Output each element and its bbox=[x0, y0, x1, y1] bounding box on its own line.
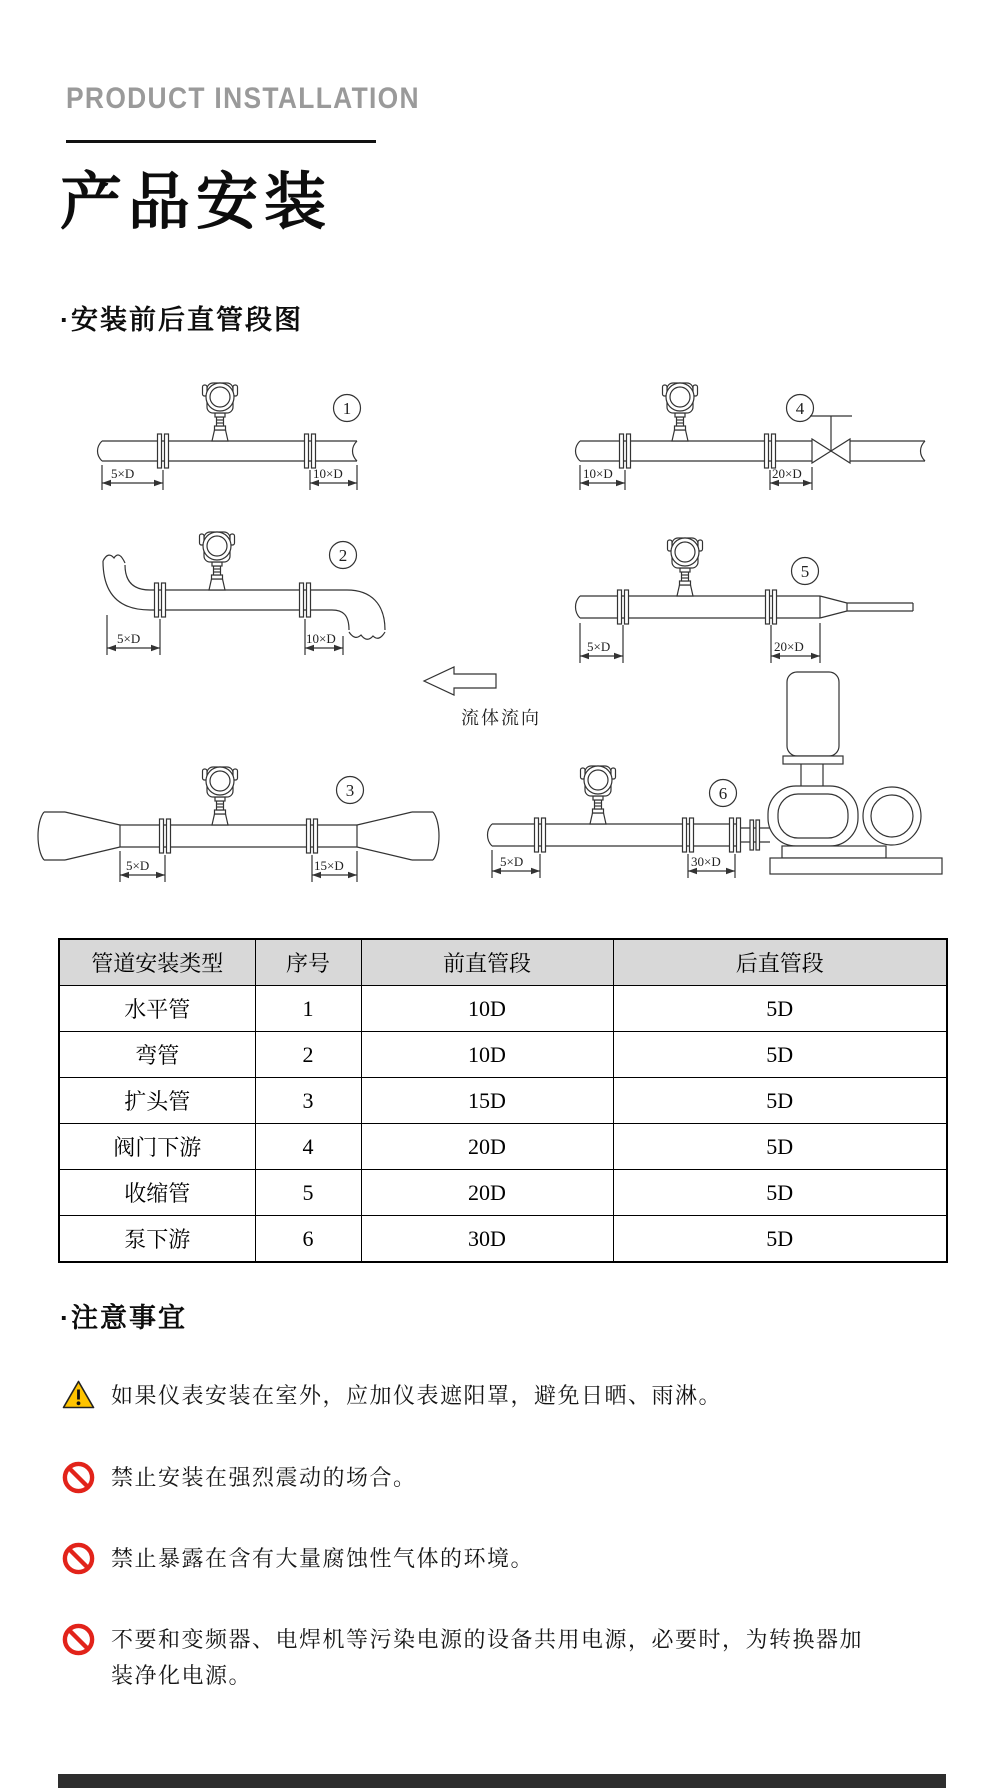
diagram-3-expander-pipe bbox=[20, 750, 472, 888]
table-cell: 6 bbox=[255, 1216, 361, 1263]
diagram-number: 4 bbox=[795, 399, 805, 418]
dim-label: 5×D bbox=[500, 854, 524, 869]
table-cell: 15D bbox=[361, 1078, 613, 1124]
table-cell: 10D bbox=[361, 1032, 613, 1078]
table-cell: 30D bbox=[361, 1216, 613, 1263]
diagram-number: 1 bbox=[342, 399, 352, 418]
dim-label: 10×D bbox=[583, 466, 613, 481]
table-cell: 收缩管 bbox=[59, 1170, 255, 1216]
diagram-number: 3 bbox=[345, 781, 355, 800]
table-header-cell: 管道安装类型 bbox=[59, 939, 255, 986]
table-cell: 5D bbox=[613, 1216, 947, 1263]
table-cell: 3 bbox=[255, 1078, 361, 1124]
diagram-number: 2 bbox=[338, 546, 348, 565]
table-cell: 5D bbox=[613, 1032, 947, 1078]
table-cell: 4 bbox=[255, 1124, 361, 1170]
diagram-number: 6 bbox=[718, 784, 728, 803]
diagram-1-horizontal-pipe bbox=[55, 330, 510, 500]
dim-label: 20×D bbox=[772, 466, 802, 481]
dim-label: 5×D bbox=[126, 858, 150, 873]
table-row bbox=[59, 1078, 947, 1124]
note-item bbox=[62, 1541, 942, 1577]
dim-label: 5×D bbox=[587, 639, 611, 654]
warning-triangle-icon bbox=[62, 1379, 95, 1410]
footer-bar bbox=[58, 1774, 946, 1788]
diagram-6-pump-downstream bbox=[430, 646, 945, 884]
dim-label: 15×D bbox=[314, 858, 344, 873]
table-cell: 20D bbox=[361, 1124, 613, 1170]
notes-section-heading: ·注意事宜 bbox=[60, 1303, 187, 1333]
dim-label: 10×D bbox=[306, 631, 336, 646]
note-item bbox=[62, 1622, 942, 1695]
prohibited-icon bbox=[62, 1623, 95, 1656]
note-text: 禁止安装在强烈震动的场合。 bbox=[111, 1465, 417, 1490]
table-cell: 5D bbox=[613, 1170, 947, 1216]
eyebrow-title: PRODUCT INSTALLATION bbox=[66, 82, 420, 115]
table-cell: 5D bbox=[613, 1124, 947, 1170]
table-row bbox=[59, 1124, 947, 1170]
note-text: 不要和变频器、电焊机等污染电源的设备共用电源，必要时，为转换器加装净化电源。 bbox=[111, 1627, 864, 1689]
dim-label: 5×D bbox=[111, 466, 135, 481]
prohibited-icon bbox=[62, 1542, 95, 1575]
diagram-number: 5 bbox=[800, 562, 810, 581]
table-row bbox=[59, 986, 947, 1032]
table-cell: 5D bbox=[613, 986, 947, 1032]
table-cell: 扩头管 bbox=[59, 1078, 255, 1124]
table-cell: 泵下游 bbox=[59, 1216, 255, 1263]
table-header-cell: 后直管段 bbox=[613, 939, 947, 986]
table-cell: 2 bbox=[255, 1032, 361, 1078]
dim-label: 30×D bbox=[691, 854, 721, 869]
straight-pipe-table bbox=[58, 938, 948, 1263]
page-title: 产品安装 bbox=[60, 168, 333, 237]
table-cell: 阀门下游 bbox=[59, 1124, 255, 1170]
table-row bbox=[59, 1032, 947, 1078]
table-header-cell: 序号 bbox=[255, 939, 361, 986]
table-row bbox=[59, 1170, 947, 1216]
table-cell: 10D bbox=[361, 986, 613, 1032]
note-item bbox=[62, 1460, 942, 1496]
dim-label: 20×D bbox=[774, 639, 804, 654]
flow-direction-label: 流体流向 bbox=[461, 708, 541, 728]
table-cell: 5D bbox=[613, 1078, 947, 1124]
table-header-row bbox=[59, 939, 947, 986]
diagram-4-valve-downstream bbox=[495, 330, 965, 500]
table-cell: 1 bbox=[255, 986, 361, 1032]
table-cell: 5 bbox=[255, 1170, 361, 1216]
title-underline bbox=[66, 140, 376, 143]
note-text: 禁止暴露在含有大量腐蚀性气体的环境。 bbox=[111, 1546, 535, 1571]
table-cell: 弯管 bbox=[59, 1032, 255, 1078]
note-item bbox=[62, 1378, 942, 1414]
table-cell: 水平管 bbox=[59, 986, 255, 1032]
dim-label: 5×D bbox=[117, 631, 141, 646]
diagram-section-heading: ·安装前后直管段图 bbox=[60, 305, 303, 335]
dim-label: 10×D bbox=[313, 466, 343, 481]
table-row bbox=[59, 1216, 947, 1263]
prohibited-icon bbox=[62, 1461, 95, 1494]
table-header-cell: 前直管段 bbox=[361, 939, 613, 986]
table-cell: 20D bbox=[361, 1170, 613, 1216]
note-text: 如果仪表安装在室外，应加仪表遮阳罩，避免日晒、雨淋。 bbox=[111, 1383, 723, 1408]
